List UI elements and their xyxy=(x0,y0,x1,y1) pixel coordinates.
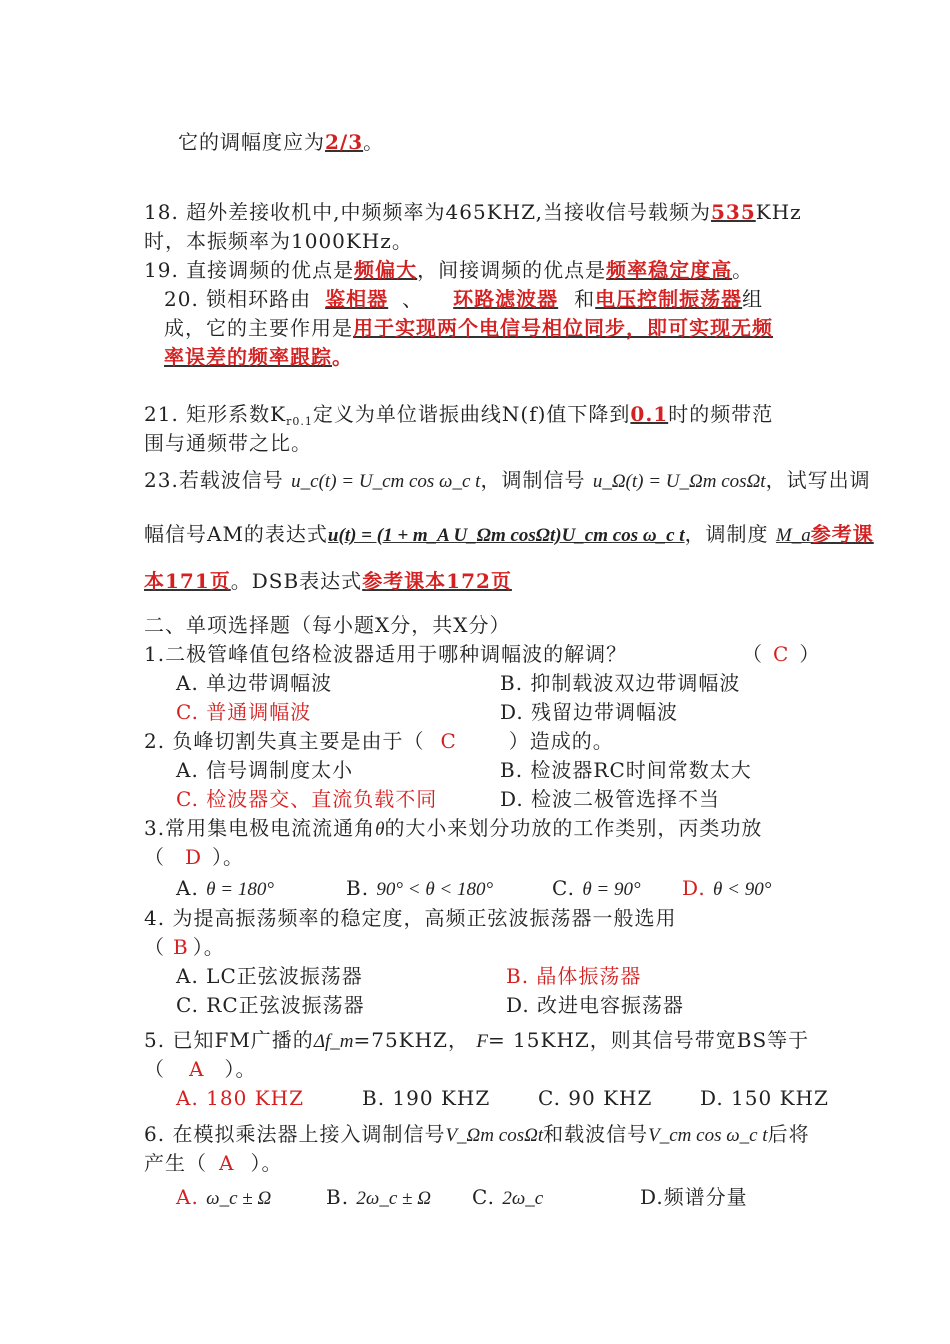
answer: 频偏大 xyxy=(354,258,418,282)
answer: 本171页 xyxy=(144,569,231,593)
paren: ）。 xyxy=(212,845,245,869)
text: 定义为单位谐振曲线N(f)值下降到 xyxy=(312,402,631,426)
question-number: 6. xyxy=(144,1122,166,1146)
text: 锁相环路由 xyxy=(206,287,312,311)
answer: C xyxy=(773,642,790,666)
text: 时，本振频率为1000KHz。 xyxy=(144,229,413,253)
option-label: A. xyxy=(176,876,199,900)
text: ，试写出调 xyxy=(765,468,871,492)
question-number: 3. xyxy=(144,816,166,840)
answer: 参考课本172页 xyxy=(362,569,512,593)
option-b xyxy=(346,874,493,904)
question-18-line2 xyxy=(144,227,413,255)
option-text: D. 150 KHZ xyxy=(700,1086,829,1110)
option-a xyxy=(176,962,363,990)
answer: 用于实现两个电信号相位同步，即可实现无频 xyxy=(353,316,773,340)
answer: 电压控制振荡器 xyxy=(595,287,743,311)
option-label: C. xyxy=(472,1185,495,1209)
option-b xyxy=(506,962,641,990)
question-stem: 后将 xyxy=(767,1122,810,1146)
option-math: θ = 180° xyxy=(206,879,274,900)
option-text: C. RC正弦波振荡器 xyxy=(176,993,365,1017)
question-number: 18. xyxy=(144,200,179,224)
option-c xyxy=(538,1084,652,1112)
question-20-line2 xyxy=(164,314,773,342)
answer: A xyxy=(219,1151,235,1175)
question-20-line3 xyxy=(164,343,353,371)
text: 它的调幅度应为 xyxy=(178,130,325,154)
option-a xyxy=(176,669,332,697)
option-d xyxy=(506,991,684,1019)
paren: （ xyxy=(144,935,165,959)
text: 。 xyxy=(332,345,353,369)
option-label: A. xyxy=(176,1185,199,1209)
text: 、 xyxy=(402,287,424,311)
text: 若载波信号 xyxy=(178,468,284,492)
option-text: C. 普通调幅波 xyxy=(176,700,312,724)
answer: 环路滤波器 xyxy=(453,287,559,311)
option-c xyxy=(176,698,311,726)
option-text: B. 抑制载波双边带调幅波 xyxy=(500,671,741,695)
question-number: 19. xyxy=(144,258,179,282)
text: 。 xyxy=(732,258,754,282)
text: ，调制信号 xyxy=(480,468,586,492)
question-21-line2 xyxy=(144,429,312,457)
question-number: 1. xyxy=(144,642,166,666)
option-b xyxy=(500,756,752,784)
option-c xyxy=(552,874,641,904)
theta-symbol: θ xyxy=(375,819,385,840)
question-number: 21. xyxy=(144,402,179,426)
section-title xyxy=(144,611,510,639)
answer: 535 xyxy=(711,200,756,224)
option-text: A. 信号调制度太小 xyxy=(176,758,354,782)
option-a xyxy=(176,1084,304,1112)
question-stem: 负峰切割失真主要是由于（ xyxy=(172,729,425,753)
mc-question-5-line2 xyxy=(144,1055,256,1083)
text: 组 xyxy=(742,287,764,311)
mc-question-6 xyxy=(144,1120,810,1150)
question-23-line3 xyxy=(144,567,512,595)
answer: D xyxy=(185,845,203,869)
option-text: A. 180 KHZ xyxy=(176,1086,304,1110)
mc-question-1 xyxy=(144,640,627,668)
text: 超外差接收机中,中频频率为465KHZ,当接收信号载频为 xyxy=(186,200,711,224)
option-math: θ = 90° xyxy=(582,879,641,900)
mc-question-5 xyxy=(144,1026,809,1056)
text: 成，它的主要作用是 xyxy=(164,316,353,340)
option-b xyxy=(500,669,740,697)
text: 。 xyxy=(363,130,385,154)
option-text: A. LC正弦波振荡器 xyxy=(176,964,363,988)
option-math: 90° < θ < 180° xyxy=(376,879,494,900)
subscript: r0.1 xyxy=(286,415,313,428)
paren: ）。 xyxy=(250,1151,283,1175)
paren: ）。 xyxy=(224,1057,257,1081)
question-stem: 和载波信号 xyxy=(543,1122,649,1146)
paren: （ xyxy=(144,845,165,869)
mc-question-2 xyxy=(144,727,614,755)
option-math: ω_c ± Ω xyxy=(206,1188,272,1209)
option-c xyxy=(176,785,437,813)
question-stem: =75KHZ， xyxy=(353,1028,469,1052)
question-number: 4. xyxy=(144,906,166,930)
text: 和 xyxy=(574,287,596,311)
option-b xyxy=(326,1183,431,1213)
option-d xyxy=(682,874,771,904)
question-stem: 在模拟乘法器上接入调制信号 xyxy=(172,1122,446,1146)
paren: ）。 xyxy=(192,935,225,959)
text: ，调制度 xyxy=(684,522,769,546)
question-23-line2 xyxy=(144,520,874,550)
question-number: 2. xyxy=(144,729,166,753)
delta-f-symbol: Δf_m xyxy=(313,1031,354,1052)
option-a xyxy=(176,1183,271,1213)
answer: 2/3 xyxy=(325,130,364,154)
question-stem: 的大小来划分功放的工作类别，丙类功放 xyxy=(384,816,763,840)
text: 直接调频的优点是 xyxy=(186,258,355,282)
option-d xyxy=(500,698,678,726)
modulating-formula: u_Ω(t) = U_Ωm cosΩt xyxy=(592,471,766,492)
question-18 xyxy=(144,198,802,226)
question-stem: = 15KHZ，则其信号带宽BS等于 xyxy=(487,1028,810,1052)
text: 矩形系数K xyxy=(186,402,287,426)
mc-question-3-line2 xyxy=(144,843,244,871)
mc-question-6-line2 xyxy=(144,1149,282,1177)
option-d xyxy=(700,1084,829,1112)
answer: 频率稳定度高 xyxy=(606,258,733,282)
option-a xyxy=(176,874,274,904)
option-text: D. 改进电容振荡器 xyxy=(506,993,685,1017)
answer-paren: （ C ） xyxy=(742,642,821,666)
option-d xyxy=(500,785,720,813)
option-label: D. xyxy=(640,1185,664,1209)
option-text: B. 晶体振荡器 xyxy=(506,964,642,988)
option-d xyxy=(640,1183,748,1211)
mc-question-3 xyxy=(144,814,762,844)
f-symbol: F xyxy=(476,1031,488,1052)
mc-question-4-line2 xyxy=(144,933,225,961)
answer: B xyxy=(173,935,189,959)
text: 。DSB表达式 xyxy=(230,569,363,593)
option-math: 2ω_c ± Ω xyxy=(356,1188,431,1209)
question-stem: 二极管峰值包络检波器适用于哪种调幅波的解调？ xyxy=(165,642,628,666)
mc-question-4 xyxy=(144,904,676,932)
question-stem: ）造成的。 xyxy=(508,729,614,753)
modulation-index-symbol: M_a xyxy=(775,525,811,546)
option-c xyxy=(176,991,365,1019)
text: 围与通频带之比。 xyxy=(144,431,312,455)
text: KHz xyxy=(755,200,802,224)
question-stem: 为提高振荡频率的稳定度，高频正弦波振荡器一般选用 xyxy=(172,906,677,930)
question-stem: 常用集电极电流流通角 xyxy=(165,816,376,840)
text: 时的频带范 xyxy=(668,402,774,426)
option-math: θ < 90° xyxy=(713,879,772,900)
option-text: B. 检波器RC时间常数太大 xyxy=(500,758,752,782)
text: ，间接调频的优点是 xyxy=(417,258,607,282)
question-number: 5. xyxy=(144,1028,166,1052)
question-number: 20. xyxy=(164,287,199,311)
option-text: 频谱分量 xyxy=(663,1185,748,1209)
question-23 xyxy=(144,466,871,496)
answer: C xyxy=(440,729,457,753)
fill-line-q17-cont xyxy=(178,128,384,156)
section-heading: 二、单项选择题（每小题X分，共X分） xyxy=(144,613,511,637)
answer: 鉴相器 xyxy=(325,287,389,311)
option-text: A. 单边带调幅波 xyxy=(176,671,333,695)
option-c xyxy=(472,1183,543,1213)
answer: A xyxy=(189,1057,205,1081)
option-label: D. xyxy=(682,876,706,900)
option-a xyxy=(176,756,353,784)
question-19 xyxy=(144,256,753,284)
carrier-signal-formula: V_cm cos ω_c t xyxy=(648,1125,768,1146)
question-number: 23. xyxy=(144,468,179,492)
question-20 xyxy=(164,285,763,313)
am-formula: u(t) = (1 + m_A U_Ωm cosΩt)U_cm cos ω_c t xyxy=(327,525,685,546)
option-label: B. xyxy=(326,1185,350,1209)
option-label: C. xyxy=(552,876,575,900)
option-text: B. 190 KHZ xyxy=(362,1086,491,1110)
answer: 率误差的频率跟踪 xyxy=(164,345,332,369)
option-text: D. 检波二极管选择不当 xyxy=(500,787,721,811)
option-math: 2ω_c xyxy=(502,1188,544,1209)
answer: 0.1 xyxy=(630,402,669,426)
question-stem: 已知FM广播的 xyxy=(172,1028,314,1052)
answer: 参考课 xyxy=(810,522,874,546)
modulating-signal-formula: V_Ωm cosΩt xyxy=(445,1125,544,1146)
carrier-formula: u_c(t) = U_cm cos ω_c t xyxy=(291,471,481,492)
text: 幅信号AM的表达式 xyxy=(144,522,328,546)
option-text: C. 90 KHZ xyxy=(538,1086,653,1110)
question-stem: 产生（ xyxy=(144,1151,207,1175)
paren: （ xyxy=(144,1057,165,1081)
option-text: C. 检波器交、直流负载不同 xyxy=(176,787,438,811)
option-label: B. xyxy=(346,876,370,900)
option-text: D. 残留边带调幅波 xyxy=(500,700,679,724)
option-b xyxy=(362,1084,490,1112)
